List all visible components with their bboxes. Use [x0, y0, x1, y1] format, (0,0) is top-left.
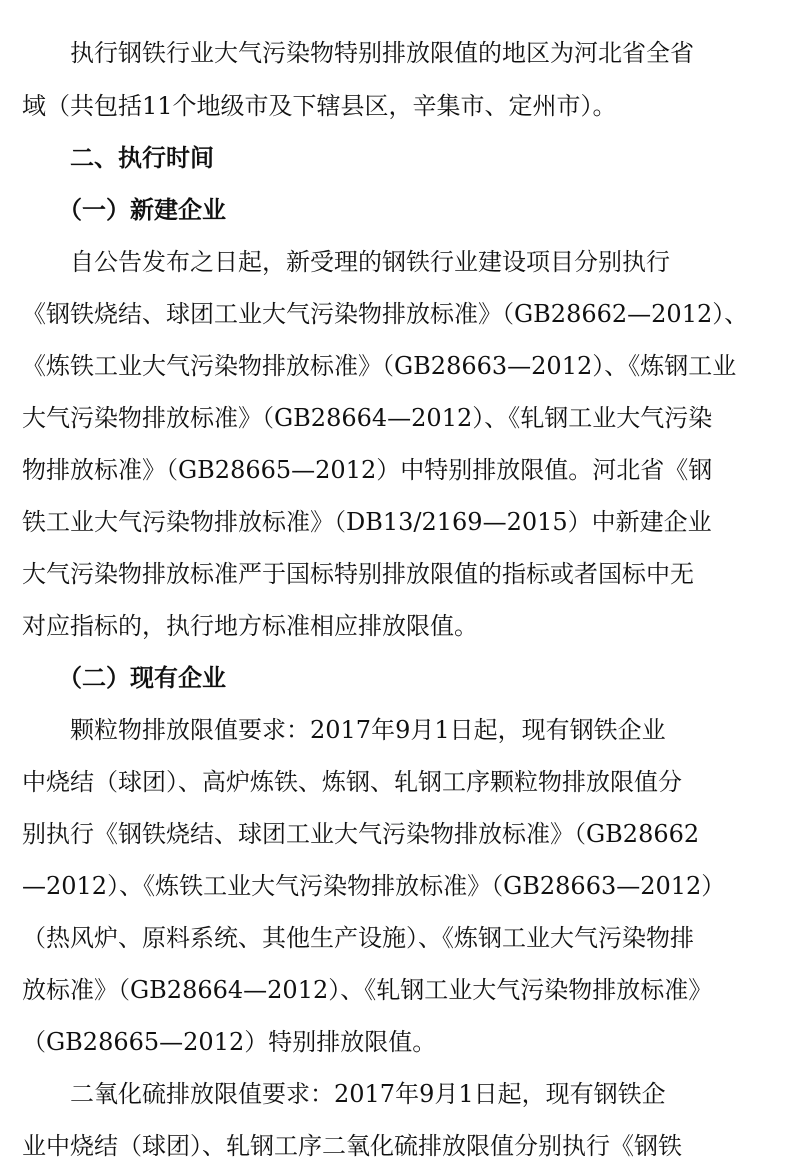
paragraph-line: 物排放标准》（GB28665—2012）中特别排放限值。河北省《钢 [22, 456, 713, 484]
paragraph-line: 业中烧结（球团）、轧钢工序二氧化硫排放限值分别执行《钢铁 [22, 1132, 682, 1160]
paragraph-line: 大气污染物排放标准》（GB28664—2012）、《轧钢工业大气污染 [22, 404, 713, 432]
subsection-heading: （二）现有企业 [22, 664, 226, 692]
paragraph-line: 大气污染物排放标准严于国标特别排放限值的指标或者国标中无 [22, 560, 694, 588]
paragraph-line: 域（共包括11个地级市及下辖县区，辛集市、定州市）。 [22, 92, 617, 120]
paragraph-line: 铁工业大气污染物排放标准》（DB13/2169—2015）中新建企业 [22, 508, 712, 536]
paragraph-line: （热风炉、原料系统、其他生产设施）、《炼钢工业大气污染物排 [22, 924, 694, 952]
subsection-heading: （一）新建企业 [22, 196, 226, 224]
paragraph-line: 对应指标的，执行地方标准相应排放限值。 [22, 612, 478, 640]
paragraph-line: 二氧化硫排放限值要求：2017年9月1日起，现有钢铁企 [22, 1080, 666, 1108]
section-heading: 二、执行时间 [22, 144, 214, 172]
paragraph-line: 执行钢铁行业大气污染物特别排放限值的地区为河北省全省 [22, 39, 694, 67]
paragraph-line: 颗粒物排放限值要求：2017年9月1日起，现有钢铁企业 [22, 716, 666, 744]
paragraph-line: 《炼铁工业大气污染物排放标准》（GB28663—2012）、《炼钢工业 [22, 352, 737, 380]
paragraph-line: —2012）、《炼铁工业大气污染物排放标准》（GB28663—2012） [22, 872, 726, 900]
paragraph-line: 中烧结（球团）、高炉炼铁、炼钢、轧钢工序颗粒物排放限值分 [22, 768, 682, 796]
paragraph-line: 自公告发布之日起，新受理的钢铁行业建设项目分别执行 [22, 248, 670, 276]
paragraph-line: 放标准》（GB28664—2012）、《轧钢工业大气污染物排放标准》 [22, 976, 713, 1004]
paragraph-line: （GB28665—2012）特别排放限值。 [22, 1028, 437, 1056]
paragraph-line: 别执行《钢铁烧结、球团工业大气污染物排放标准》（GB28662 [22, 820, 700, 848]
paragraph-line: 《钢铁烧结、球团工业大气污染物排放标准》（GB28662—2012）、 [22, 300, 749, 328]
